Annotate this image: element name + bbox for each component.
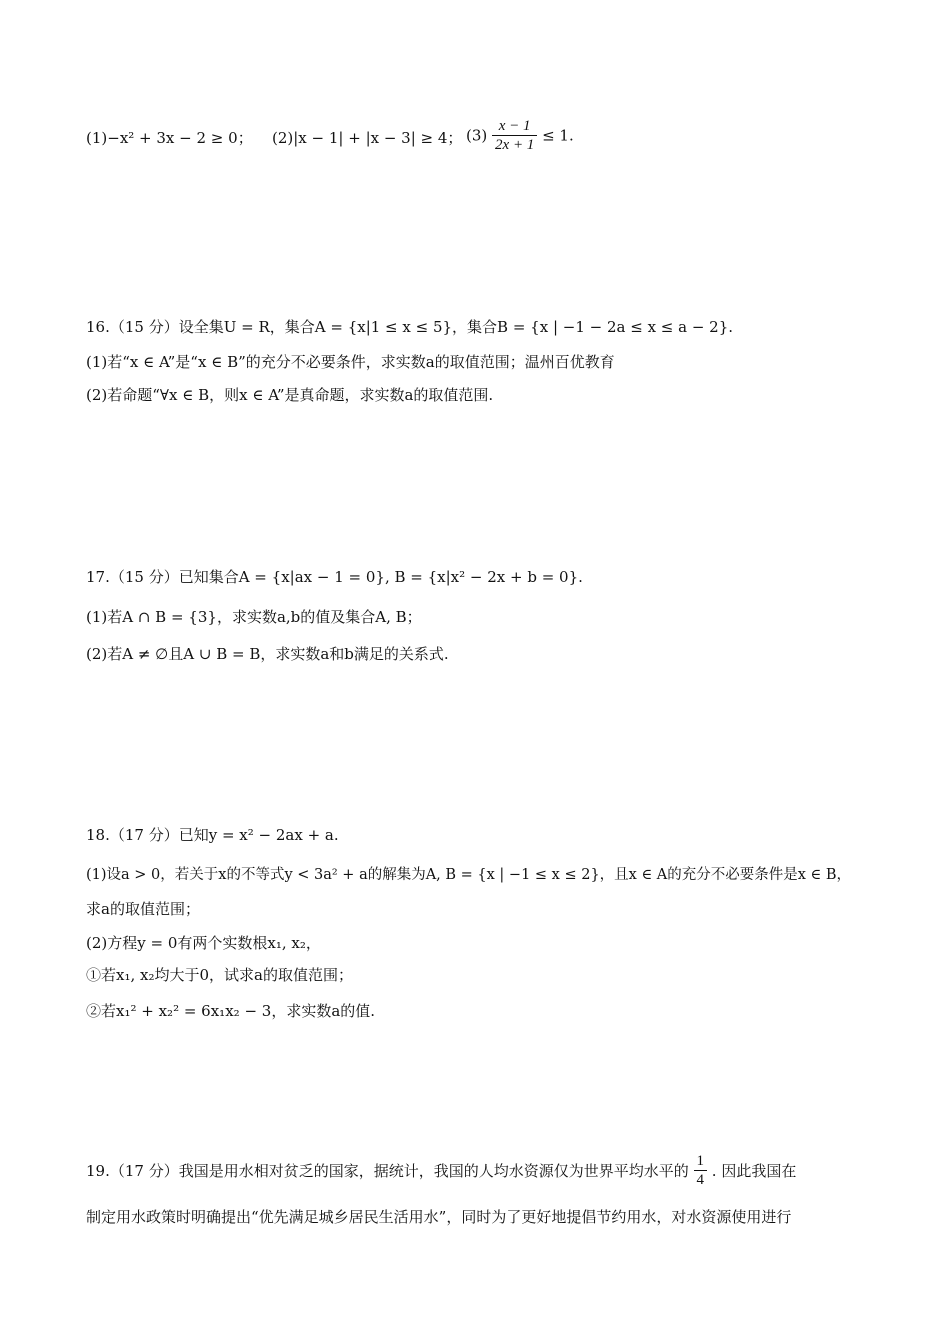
q19-fraction — [694, 1152, 708, 1189]
q18-heading: 18.（17 分）已知y = x² − 2ax + a. — [86, 826, 339, 844]
q15-part-3 — [466, 117, 574, 154]
q16-part-1: (1)若“x ∈ A”是“x ∈ B”的充分不必要条件，求实数a的取值范围；温州百优教育 — [86, 353, 615, 371]
q15-part-2: (2)|x − 1| + |x − 3| ≥ 4； — [272, 129, 463, 147]
q19-heading-suffix: . 因此我国在 — [711, 1162, 797, 1180]
q18-part-2: (2)方程y = 0有两个实数根x₁, x₂， — [86, 934, 321, 952]
q19-fraction-denominator: 4 — [696, 1172, 704, 1188]
q15-part-3-prefix: (3) — [466, 126, 488, 145]
q17-part-1: (1)若A ∩ B = {3}，求实数a,b的值及集合A, B； — [86, 608, 422, 626]
q17-heading: 17.（15 分）已知集合A = {x|ax − 1 = 0}, B = {x|x² − 2x + b = 0}. — [86, 568, 583, 586]
q18-part-2-sub-1: ①若x₁, x₂均大于0，试求a的取值范围； — [86, 966, 353, 984]
q15-part-3-numerator: x − 1 — [492, 117, 537, 136]
q15-part-3-suffix: ≤ 1. — [542, 126, 574, 145]
q16-heading: 16.（15 分）设全集U = R，集合A = {x|1 ≤ x ≤ 5}，集合B = {x | −1 − 2a ≤ x ≤ a − 2}. — [86, 318, 734, 336]
q19-line-2: 制定用水政策时明确提出“优先满足城乡居民生活用水”，同时为了更好地提倡节约用水，对水资源使用进行 — [86, 1208, 792, 1226]
q18-part-2-sub-2: ②若x₁² + x₂² = 6x₁x₂ − 3，求实数a的值. — [86, 1002, 376, 1020]
q15-part-3-denominator: 2x + 1 — [495, 137, 535, 153]
q16-part-2: (2)若命题“∀x ∈ B，则x ∈ A”是真命题，求实数a的取值范围. — [86, 386, 494, 404]
q19-heading-prefix: 19.（17 分）我国是用水相对贫乏的国家，据统计，我国的人均水资源仅为世界平均水平的 — [86, 1162, 689, 1180]
q15-part-1: (1)−x² + 3x − 2 ≥ 0； — [86, 129, 253, 147]
q17-part-2: (2)若A ≠ ∅且A ∪ B = B，求实数a和b满足的关系式. — [86, 645, 449, 663]
q15-part-3-fraction — [492, 117, 537, 154]
q18-part-1-line-1: (1)设a > 0，若关于x的不等式y < 3a² + a的解集为A, B = {x | −1 ≤ x ≤ 2}，且x ∈ A的充分不必要条件是x ∈ B， — [86, 867, 852, 883]
q18-part-1-line-2: 求a的取值范围； — [86, 900, 200, 918]
q19-fraction-numerator: 1 — [694, 1152, 708, 1171]
q19-heading — [86, 1152, 796, 1189]
